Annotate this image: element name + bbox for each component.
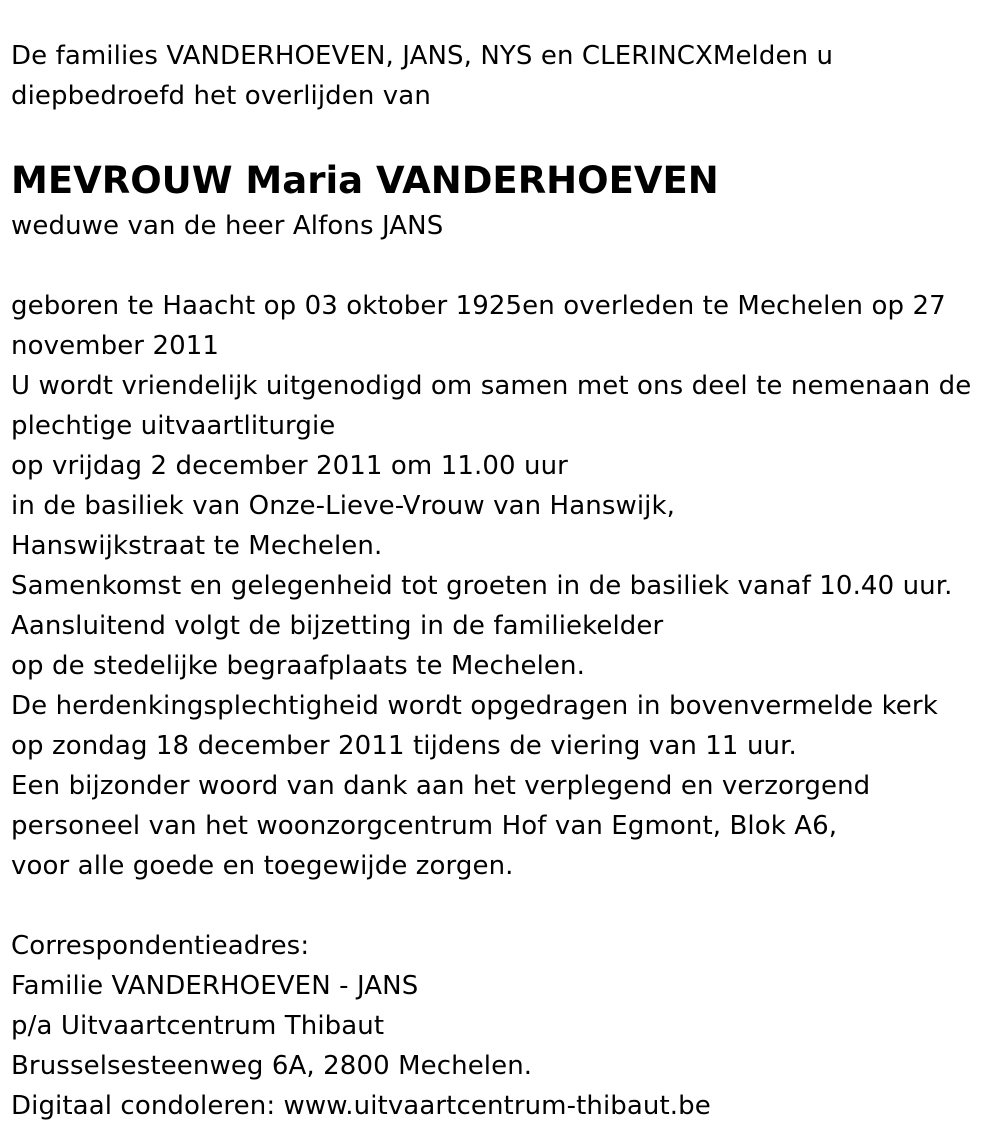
spacer bbox=[11, 886, 1000, 926]
deceased-name: MEVROUW Maria VANDERHOEVEN bbox=[11, 159, 719, 202]
body-text bbox=[11, 286, 1000, 886]
condolence-link[interactable]: Digitaal condoleren: www.uitvaartcentrum-thibaut.be bbox=[11, 1091, 711, 1121]
body-line: op de stedelijke begraafplaats te Mechelen. bbox=[11, 651, 585, 681]
intro-line: De families VANDERHOEVEN, JANS, NYS en CLERINCXMelden u bbox=[11, 41, 834, 71]
correspondence-heading: Correspondentieadres: bbox=[11, 931, 310, 961]
correspondence-family: Familie VANDERHOEVEN - JANS bbox=[11, 971, 419, 1001]
body-line: in de basiliek van Onze-Lieve-Vrouw van Hanswijk, bbox=[11, 491, 676, 521]
body-line: De herdenkingsplechtigheid wordt opgedragen in bovenvermelde kerk bbox=[11, 691, 938, 721]
body-line: U wordt vriendelijk uitgenodigd om samen met ons deel te nemenaan de bbox=[11, 371, 972, 401]
intro-line: diepbedroefd het overlijden van bbox=[11, 81, 431, 111]
body-line: Aansluitend volgt de bijzetting in de familiekelder bbox=[11, 611, 664, 641]
body-line: Hanswijkstraat te Mechelen. bbox=[11, 531, 383, 561]
correspondence-block bbox=[11, 926, 1000, 1126]
intro-block bbox=[11, 36, 1000, 116]
body-line: op zondag 18 december 2011 tijdens de viering van 11 uur. bbox=[11, 731, 797, 761]
body-line: voor alle goede en toegewijde zorgen. bbox=[11, 851, 514, 881]
correspondence-care-of: p/a Uitvaartcentrum Thibaut bbox=[11, 1011, 385, 1041]
body-line: Samenkomst en gelegenheid tot groeten in de basiliek vanaf 10.40 uur. bbox=[11, 571, 953, 601]
body-line: november 2011 bbox=[11, 331, 220, 361]
correspondence-address: Brusselsesteenweg 6A, 2800 Mechelen. bbox=[11, 1051, 533, 1081]
body-line: geboren te Haacht op 03 oktober 1925en overleden te Mechelen op 27 bbox=[11, 291, 946, 321]
body-line: plechtige uitvaartliturgie bbox=[11, 411, 336, 441]
body-line: personeel van het woonzorgcentrum Hof van Egmont, Blok A6, bbox=[11, 811, 838, 841]
body-line: op vrijdag 2 december 2011 om 11.00 uur bbox=[11, 451, 568, 481]
deceased-subtitle: weduwe van de heer Alfons JANS bbox=[11, 211, 444, 241]
spacer bbox=[11, 246, 1000, 286]
body-line: Een bijzonder woord van dank aan het verplegend en verzorgend bbox=[11, 771, 871, 801]
